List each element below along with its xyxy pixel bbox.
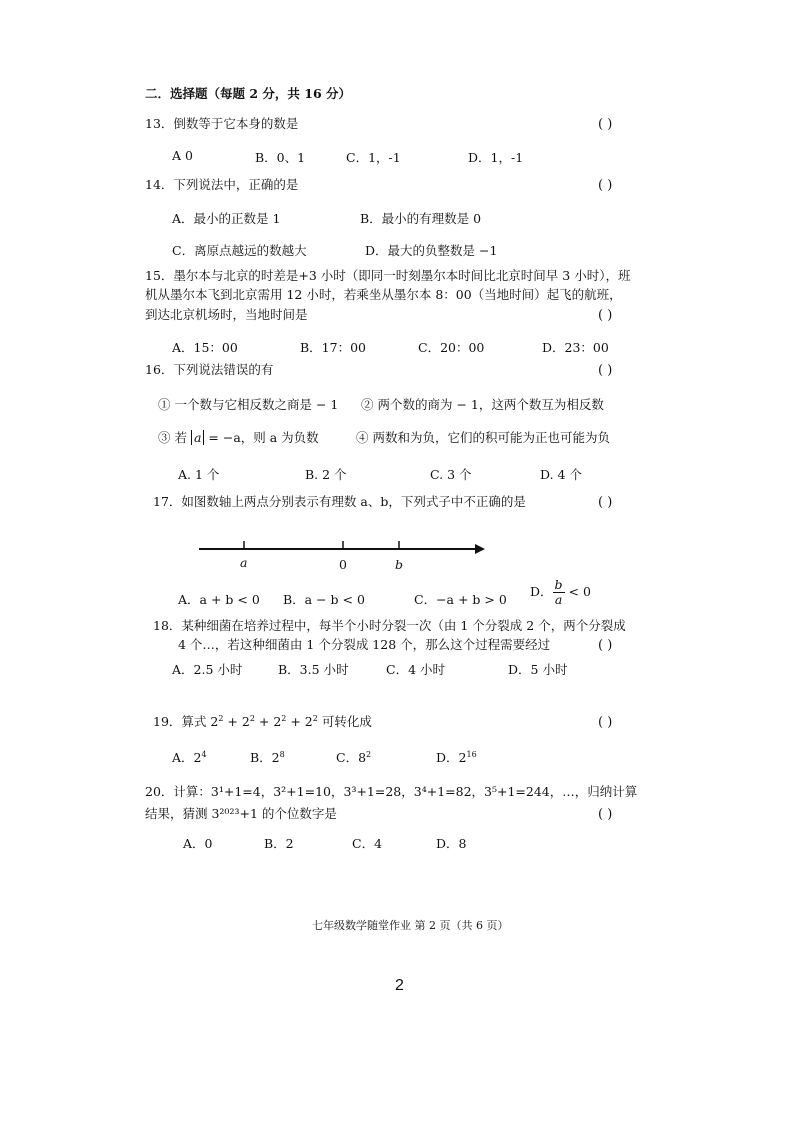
q16-statement-3-suffix: = −a，则 a 为负数: [208, 430, 319, 445]
q17-fraction-denominator: a: [554, 591, 563, 607]
q16-statement-4: ④ 两数和为负，它们的积可能为正也可能为负: [356, 430, 610, 445]
q20-option-c: C．4: [352, 836, 383, 851]
q20-stem-line-2: 结果，猜测 3²⁰²³+1 的个位数字是: [145, 806, 337, 821]
q15-option-a: A．15：00: [172, 340, 238, 355]
q17-option-a: A．a + b < 0: [178, 592, 260, 607]
q17-fraction-numerator: b: [554, 577, 563, 592]
q20-option-d: D．8: [436, 836, 467, 851]
q17-option-d-label: D．: [530, 583, 553, 599]
q19-expression: $2^2 + 2^2 + 2^2 + 2^2$: [210, 713, 318, 729]
q15-stem-line-2: 机从墨尔本飞到北京需用 12 小时，若乘坐从墨尔本 8：00（当地时间）起飞的航班，: [145, 287, 622, 302]
q15-stem-line-3: 到达北京机场时，当地时间是: [145, 307, 308, 322]
q14-option-b: B．最小的有理数是 0: [360, 211, 482, 226]
q14-option-d: D．最大的负整数是 −1: [365, 243, 498, 258]
q16-statement-3-prefix: ③ 若: [158, 430, 187, 445]
q20-option-b: B．2: [264, 836, 294, 851]
q19-answer-paren: ( ): [598, 715, 613, 730]
q17-option-b: B．a − b < 0: [283, 592, 365, 607]
q17-option-d-tail: < 0: [564, 583, 591, 599]
axis-label-b: b: [395, 557, 404, 572]
q18-option-a: A．2.5 小时: [172, 662, 243, 677]
q15-option-d: D．23：00: [542, 340, 609, 355]
q17-answer-paren: ( ): [598, 495, 613, 510]
q15-answer-paren: ( ): [598, 308, 613, 323]
page-number: 2: [395, 977, 404, 994]
q17-fraction: [553, 578, 565, 607]
q13-option-b: B．0、1: [255, 150, 306, 165]
q17-option-d: [530, 578, 591, 607]
q16-abs-value: a: [191, 430, 204, 445]
q20-option-a: A．0: [183, 836, 213, 851]
q17-option-c: C．−a + b > 0: [414, 592, 507, 607]
q16-statement-3: [158, 428, 319, 446]
q16-answer-paren: ( ): [598, 363, 613, 378]
q16-option-d: D. 4 个: [540, 467, 582, 482]
q19-stem-suffix: 可转化成: [321, 714, 372, 729]
q13-stem: 13．倒数等于它本身的数是: [145, 116, 299, 131]
q18-stem-line-2: 4 个…，若这种细菌由 1 个分裂成 128 个，那么这个过程需要经过: [178, 637, 551, 652]
q16-option-c: C. 3 个: [430, 467, 472, 482]
q19-option-d: D．$2^{16}$: [436, 749, 477, 765]
number-line-arrow: [475, 544, 485, 554]
q14-option-a: A．最小的正数是 1: [172, 211, 281, 226]
section-title: 二．选择题（每题 2 分，共 16 分）: [145, 86, 352, 101]
q17-stem: 17．如图数轴上两点分别表示有理数 a、b，下列式子中不正确的是: [153, 494, 526, 509]
q18-option-d: D．5 小时: [508, 662, 568, 677]
q13-answer-paren: ( ): [598, 117, 613, 132]
q15-option-b: B．17：00: [300, 340, 366, 355]
q18-option-c: C．4 小时: [386, 662, 445, 677]
q19-stem: [153, 713, 372, 729]
q16-statement-1: ① 一个数与它相反数之商是 − 1: [158, 397, 339, 412]
q20-stem-line-1: 20．计算：3¹+1=4，3²+1=10，3³+1=28，3⁴+1=82，3⁵+1=244，…，归纳计算: [145, 784, 638, 799]
q16-stem: 16．下列说法错误的有: [145, 362, 274, 377]
q14-stem: 14．下列说法中，正确的是: [145, 177, 299, 192]
q13-option-d: D．1，-1: [468, 150, 524, 165]
q19-stem-prefix: 19．算式: [153, 714, 207, 729]
q19-option-b: B．$2^8$: [250, 749, 285, 765]
q16-statement-2: ② 两个数的商为 − 1，这两个数互为相反数: [361, 397, 604, 412]
axis-label-a: a: [240, 555, 248, 570]
q13-option-c: C．1，-1: [346, 150, 401, 165]
q15-stem-line-1: 15．墨尔本与北京的时差是+3 小时（即同一时刻墨尔本时间比北京时间早 3 小时），班: [145, 268, 631, 283]
axis-label-0: 0: [339, 557, 347, 572]
q14-answer-paren: ( ): [598, 178, 613, 193]
page-footer: 七年级数学随堂作业 第 2 页（共 6 页）: [312, 919, 509, 932]
q20-answer-paren: ( ): [598, 807, 613, 822]
q19-option-a: A．$2^4$: [172, 749, 207, 765]
q18-option-b: B．3.5 小时: [278, 662, 349, 677]
q18-stem-line-1: 18．某种细菌在培养过程中，每半个小时分裂一次（由 1 个分裂成 2 个，两个分裂成: [153, 618, 626, 633]
q14-option-c: C．离原点越远的数越大: [172, 243, 307, 258]
q18-answer-paren: ( ): [598, 638, 613, 653]
q13-option-a: A 0: [172, 148, 193, 163]
q15-option-c: C．20：00: [418, 340, 485, 355]
q16-option-b: B. 2 个: [305, 467, 347, 482]
q19-option-c: C．$8^2$: [336, 749, 372, 765]
q16-option-a: A. 1 个: [178, 467, 220, 482]
